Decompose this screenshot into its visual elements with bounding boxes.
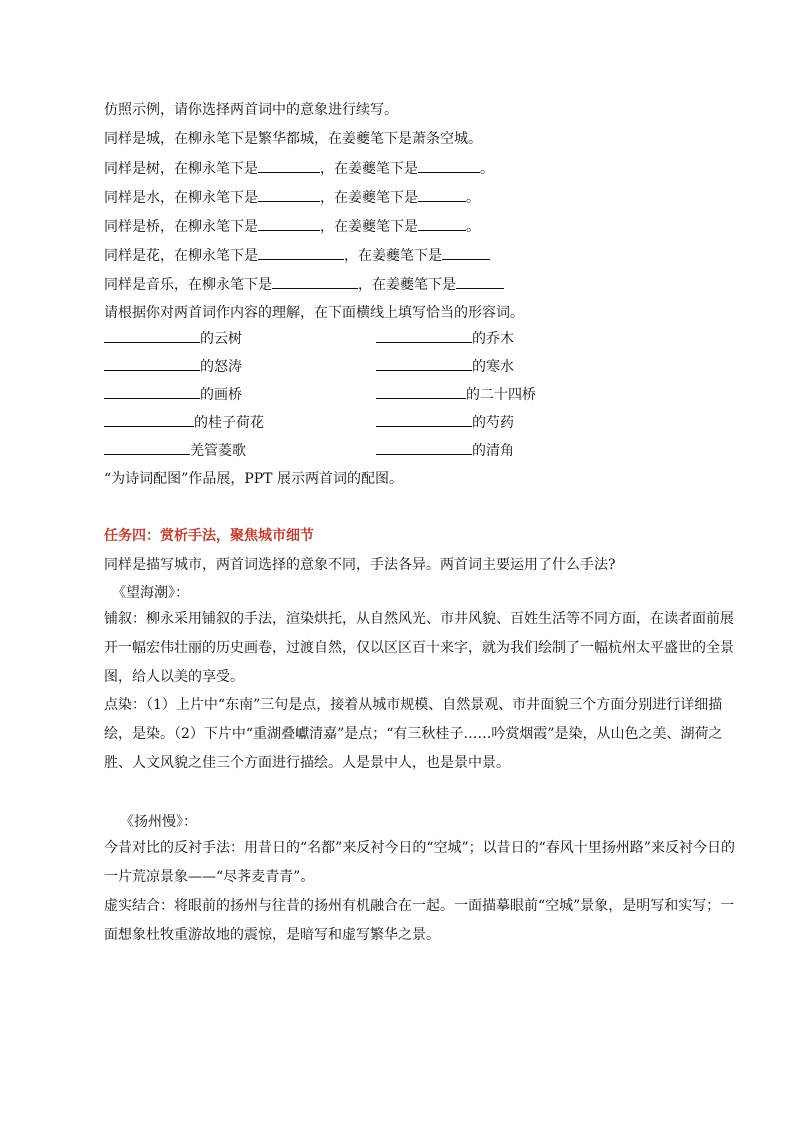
example-text: 同样是城，在柳永笔下是繁华都城，在姜夔笔下是萧条空城。 [104,131,482,147]
answer-blank[interactable] [258,158,320,173]
adjective-suffix: 的清角 [472,443,514,459]
adjective-suffix: 羌管菱歌 [190,443,246,459]
answer-blank[interactable] [442,245,490,260]
adjective-left [104,384,242,405]
answer-blank[interactable] [418,187,466,202]
contrast-paragraph: 今昔对比的反衬手法：用昔日的“名都”来反衬今日的“空城”；以昔日的“春风十里扬州路”来反衬今日的一片荒凉景象——“尽荠麦青青”。 [104,840,735,885]
answer-blank[interactable] [418,158,480,173]
answer-blank[interactable] [104,356,200,371]
fill-pre: 同样是花，在柳永笔下是 [104,248,258,264]
ppt-note: “为诗词配图”作品展，PPT 展示两首词的配图。 [104,471,403,487]
answer-blank[interactable] [376,412,472,427]
intro-text: 仿照示例，请你选择两首词中的意象进行续写。 [104,102,398,118]
fill-line-tree [104,158,494,179]
fill-line-music [104,274,504,295]
poem2-title: 《扬州慢》： [120,814,197,830]
fill-mid: ，在姜夔笔下是 [320,161,418,177]
answer-blank[interactable] [104,384,200,399]
fill-mid: ，在姜夔笔下是 [344,248,442,264]
fill-mid: ，在姜夔笔下是 [320,219,418,235]
fill-pre: 同样是水，在柳永笔下是 [104,190,258,206]
fill-pre: 同样是桥，在柳永笔下是 [104,219,258,235]
adjective-left [104,328,242,349]
adjective-left [104,412,264,433]
adjective-left [104,356,242,377]
answer-blank[interactable] [376,440,472,455]
dianran-paragraph: 点染：（1）上片中“东南”三句是点，接着从城市规模、自然景观、市井面貌三个方面分别进行详细描绘，是染。（2）下片中“重湖叠巘清嘉”是点；“有三秋桂子……吟赏烟霞”是染，从山色之美、湖荷之胜、人文风貌之佳三个方面进行描绘。人是景中人，也是景中景。 [104,697,723,771]
fill-post: 。 [466,190,480,206]
answer-blank[interactable] [456,274,504,289]
fill-mid: ，在姜夔笔下是 [320,190,418,206]
adjective-suffix: 的画桥 [200,387,242,403]
answer-blank[interactable] [258,187,320,202]
poem1-title: 《望海潮》： [112,585,189,601]
fill-pre: 同样是树，在柳永笔下是 [104,161,258,177]
adjective-suffix: 的寒水 [472,359,514,375]
fill-post: 。 [466,219,480,235]
answer-blank[interactable] [104,412,194,427]
answer-blank[interactable] [376,356,472,371]
answer-blank[interactable] [104,328,200,343]
instruction-text: 请根据你对两首词作内容的理解，在下面横线上填写恰当的形容词。 [104,305,524,321]
answer-blank[interactable] [104,440,190,455]
answer-blank[interactable] [418,216,466,231]
answer-blank[interactable] [272,274,358,289]
fill-line-bridge [104,216,480,237]
adjective-right [376,328,514,349]
answer-blank[interactable] [258,245,344,260]
fill-line-flower [104,245,490,266]
answer-blank[interactable] [258,216,320,231]
task4-intro: 同样是描写城市，两首词选择的意象不同，手法各异。两首词主要运用了什么手法? [104,557,616,573]
task4-heading: 任务四：赏析手法，聚焦城市细节 [104,528,314,544]
adjective-left [104,440,246,461]
adjective-suffix: 的二十四桥 [466,387,536,403]
adjective-suffix: 的云树 [200,331,242,347]
fill-post: 。 [480,161,494,177]
adjective-suffix: 的桂子荷花 [194,415,264,431]
adjective-suffix: 的芍药 [472,415,514,431]
adjective-suffix: 的怒涛 [200,359,242,375]
adjective-right [376,412,514,433]
adjective-right [376,356,514,377]
fill-mid: ，在姜夔笔下是 [358,277,456,293]
answer-blank[interactable] [376,328,472,343]
fill-line-water [104,187,480,208]
xushi-paragraph: 虚实结合：将眼前的扬州与往昔的扬州有机融合在一起。一面描摹眼前“空城”景象，是明写和实写；一面想象杜牧重游故地的震惊，是暗写和虚写繁华之景。 [104,898,735,943]
pufu-paragraph: 铺叙：柳永采用铺叙的手法，渲染烘托，从自然风光、市井风貌、百姓生活等不同方面，在读者面前展开一幅宏伟壮丽的历史画卷，过渡自然，仅以区区百十来字，就为我们绘制了一幅杭州太平盛世的全景图，给人以美的享受。 [104,611,734,685]
answer-blank[interactable] [376,384,466,399]
adjective-suffix: 的乔木 [472,331,514,347]
adjective-right [376,440,514,461]
adjective-right [376,384,536,405]
fill-pre: 同样是音乐，在柳永笔下是 [104,277,272,293]
